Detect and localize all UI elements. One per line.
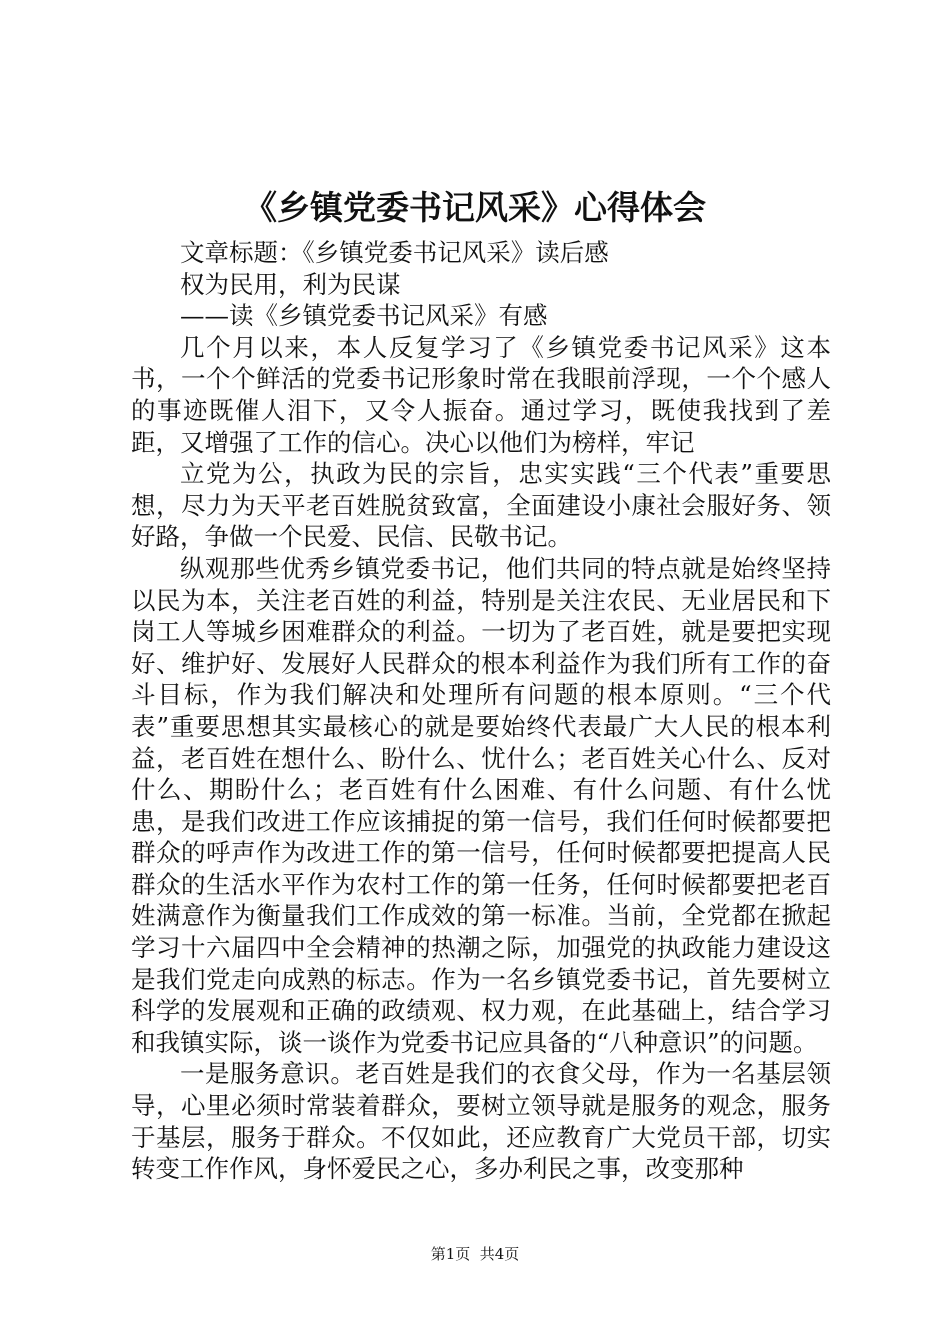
- subheading-line: ——读《乡镇党委书记风采》有感: [180, 301, 548, 331]
- article-title-line: 文章标题：《乡镇党委书记风采》读后感: [180, 238, 609, 267]
- body-paragraph: 一是服务意识。老百姓是我们的衣食父母，作为一名基层领导，心里必须时常装着群众，要树立领导就是服务的观念，服务于基层，服务于群众。不仅如此，还应教育广大党员干部，切实转变工作作风，身怀爱民之心，多办利民之事，改变那种: [131, 1059, 831, 1184]
- page-footer: 第1页 共4页: [430, 1245, 520, 1263]
- body-paragraph: 立党为公，执政为民的宗旨，忠实实践“三个代表”重要思想，尽力为天平老百姓脱贫致富，全面建设小康社会服好务、领好路，争做一个民爱、民信、民敬书记。: [131, 459, 831, 552]
- document-title: 《乡镇党委书记风采》心得体会: [244, 188, 706, 227]
- subtitle-line: 权为民用，利为民谋: [180, 269, 401, 299]
- body-paragraph: 纵观那些优秀乡镇党委书记，他们共同的特点就是始终坚持以民为本，关注老百姓的利益，特别是关注农民、无业居民和下岗工人等城乡困难群众的利益。一切为了老百姓，就是要把实现好、维护好、发展好人民群众的根本利益作为我们所有工作的奋斗目标，作为我们解决和处理所有问题的根本原则。“三个代表”重要思想其实最核心的就是要始终代表最广大人民的根本利益，老百姓在想什么、盼什么、忧什么；老百姓关心什么、反对什么、期盼什么；老百姓有什么困难、有什么问题、有什么忧患，是我们改进工作应该捕捉的第一信号，我们任何时候都要把群众的呼声作为改进工作的第一信号，任何时候都要把提高人民群众的生活水平作为农村工作的第一任务，任何时候都要把老百姓满意作为衡量我们工作成效的第一标准。当前，全党都在掀起学习十六届四中全会精神的热潮之际，加强党的执政能力建设这是我们党走向成熟的标志。作为一名乡镇党委书记，首先要树立科学的发展观和正确的政绩观、权力观，在此基础上，结合学习和我镇实际，谈一谈作为党委书记应具备的“八种意识”的问题。: [131, 553, 831, 1057]
- document-body: [131, 237, 831, 1185]
- body-paragraph: 几个月以来，本人反复学习了《乡镇党委书记风采》这本书，一个个鲜活的党委书记形象时常在我眼前浮现，一个个感人的事迹既催人泪下，又令人振奋。通过学习，既使我找到了差距，又增强了工作的信心。决心以他们为榜样，牢记: [131, 332, 831, 457]
